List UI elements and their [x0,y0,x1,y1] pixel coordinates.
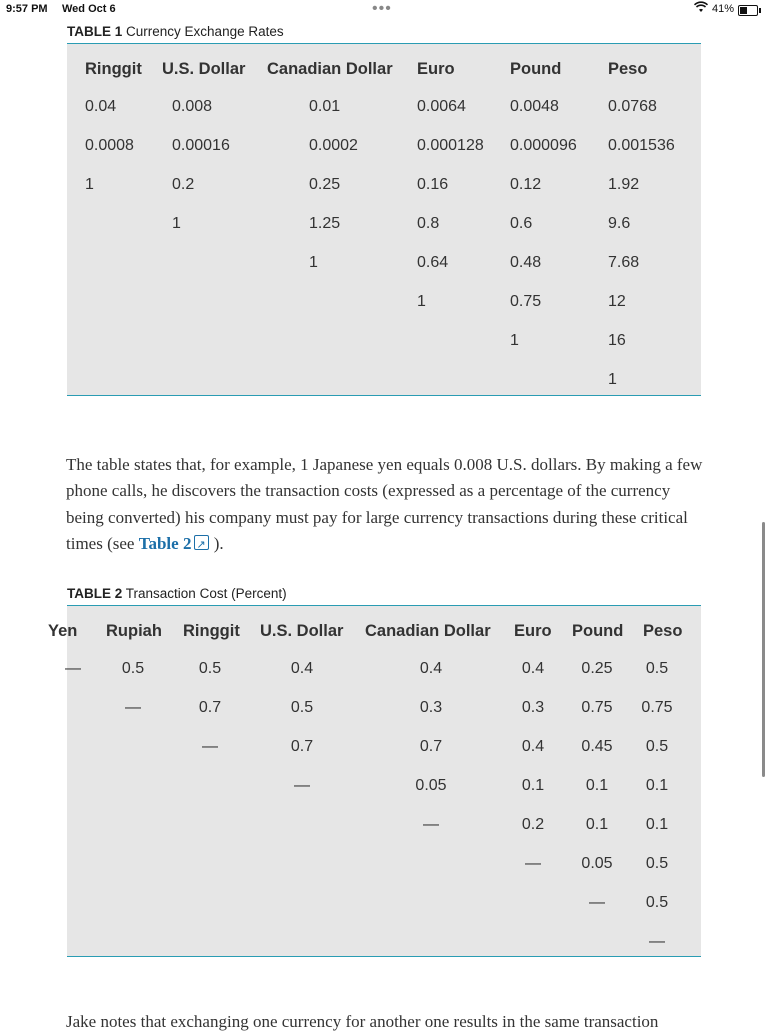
table-cell: 0.12 [510,176,542,193]
table1-caption [67,24,284,39]
table-cell: — [65,660,81,677]
table2-caption-text: Transaction Cost (Percent) [125,586,287,601]
table-cell: 1 [309,254,318,271]
table-cell: 0.45 [581,738,613,755]
paragraph-after: ). [213,533,224,553]
table-cell: 1 [510,332,519,349]
table-cell: 1 [417,293,426,310]
table-cell: 0.75 [510,293,542,310]
table-cell: 7.68 [608,254,640,271]
battery-percentage: 41% [712,3,735,15]
table-cell: 0.0048 [510,98,559,115]
column-header: U.S. Dollar [162,60,246,78]
table-cell: — [649,933,665,950]
table-cell: 0.5 [645,855,669,872]
table-cell: 0.5 [290,699,314,716]
table-cell: 0.0008 [85,137,134,154]
table-cell: 0.1 [521,777,545,794]
table-cell: 16 [608,332,626,349]
cutoff-paragraph: Jake notes that exchanging one currency for another one results in the same transaction [66,1012,659,1031]
column-header: Peso [643,622,683,640]
table-cell: 0.0064 [417,98,466,115]
table-cell: 0.75 [581,699,613,716]
table-cell: 0.1 [645,816,669,833]
table-cell: — [423,816,439,833]
table-cell: 0.4 [521,738,545,755]
table-cell: 0.008 [172,98,213,115]
table-cell: 1 [172,215,181,232]
battery-icon [738,5,758,16]
table-cell: 0.000128 [417,137,484,154]
body-paragraph [66,452,706,557]
table-cell: 0.4 [419,660,443,677]
status-date: Wed Oct 6 [62,3,116,15]
table-cell: — [294,777,310,794]
table-cell: 0.8 [417,215,440,232]
table-cell: 0.25 [581,660,613,677]
table-cell: 1 [85,176,94,193]
status-time: 9:57 PM [6,3,48,15]
table-cell: 0.0768 [608,98,657,115]
column-header: Canadian Dollar [365,622,491,640]
table-cell: 9.6 [608,215,631,232]
wifi-icon [694,2,708,16]
table-cell: 0.01 [309,98,341,115]
table-cell: 0.001536 [608,137,675,154]
column-header: Rupiah [106,622,162,640]
table-cell: 0.000096 [510,137,577,154]
table-cell: — [589,894,605,911]
column-header: Pound [572,622,624,640]
table-cell: 0.7 [198,699,222,716]
table-cell: 1 [608,371,617,388]
table-cell: 0.1 [585,816,609,833]
table-cell: 0.5 [198,660,222,677]
paragraph-text: The table states that, for example, 1 Japanese yen equals 0.008 U.S. dollars. By making a few phone calls, he discovers the transaction costs (expressed as a percentage of the currency being converted) his company must pay for large currency transactions during these critical times (see [66,455,703,553]
table-cell: 0.6 [510,215,533,232]
transaction-cost-table [48,605,701,957]
table-cell: 0.16 [417,176,449,193]
status-bar [0,0,768,22]
table-cell: 0.05 [581,855,613,872]
table-cell: — [202,738,218,755]
column-header: Canadian Dollar [267,60,393,78]
table-cell: — [125,699,141,716]
table-cell: 0.00016 [172,137,230,154]
table-cell: 0.7 [290,738,314,755]
table-cell: — [525,855,541,872]
multitasking-dots-icon[interactable]: ••• [372,0,392,17]
table1-caption-text: Currency Exchange Rates [126,24,284,39]
table-cell: 0.0002 [309,137,358,154]
table-cell: 1.92 [608,176,640,193]
table-cell: 0.1 [585,777,609,794]
table-cell: 0.4 [290,660,314,677]
table-cell: 0.1 [645,777,669,794]
table-cell: 0.75 [641,699,673,716]
column-header: Peso [608,60,648,78]
table-cell: 0.05 [415,777,447,794]
table-cell: 0.25 [309,176,341,193]
table-cell: 0.3 [419,699,443,716]
table-cell: 0.48 [510,254,542,271]
column-header: Ringgit [183,622,240,640]
column-header: Euro [417,60,455,78]
table2-caption-label: TABLE 2 [67,586,123,601]
table1-caption-label: TABLE 1 [67,24,123,39]
table-cell: 1.25 [309,215,341,232]
table-cell: 12 [608,293,626,310]
column-header: Euro [514,622,552,640]
column-header: Pound [510,60,562,78]
table-cell: 0.5 [645,894,669,911]
table-cell: 0.2 [521,816,545,833]
table-cell: 0.04 [85,98,117,115]
column-header: Ringgit [85,60,142,78]
table2-link[interactable]: Table 2 [138,533,192,553]
table-cell: 0.64 [417,254,449,271]
table-cell: 0.2 [172,176,195,193]
table-cell: 0.3 [521,699,545,716]
table-cell: 0.5 [121,660,145,677]
table-cell: 0.5 [645,660,669,677]
table2-caption [67,586,287,601]
table-cell: 0.4 [521,660,545,677]
external-link-icon[interactable] [194,535,209,550]
column-header: Yen [48,622,78,640]
table-cell: 0.5 [645,738,669,755]
exchange-rate-table [67,43,701,396]
column-header: U.S. Dollar [260,622,344,640]
scrollbar[interactable] [762,522,765,777]
table-cell: 0.7 [419,738,443,755]
